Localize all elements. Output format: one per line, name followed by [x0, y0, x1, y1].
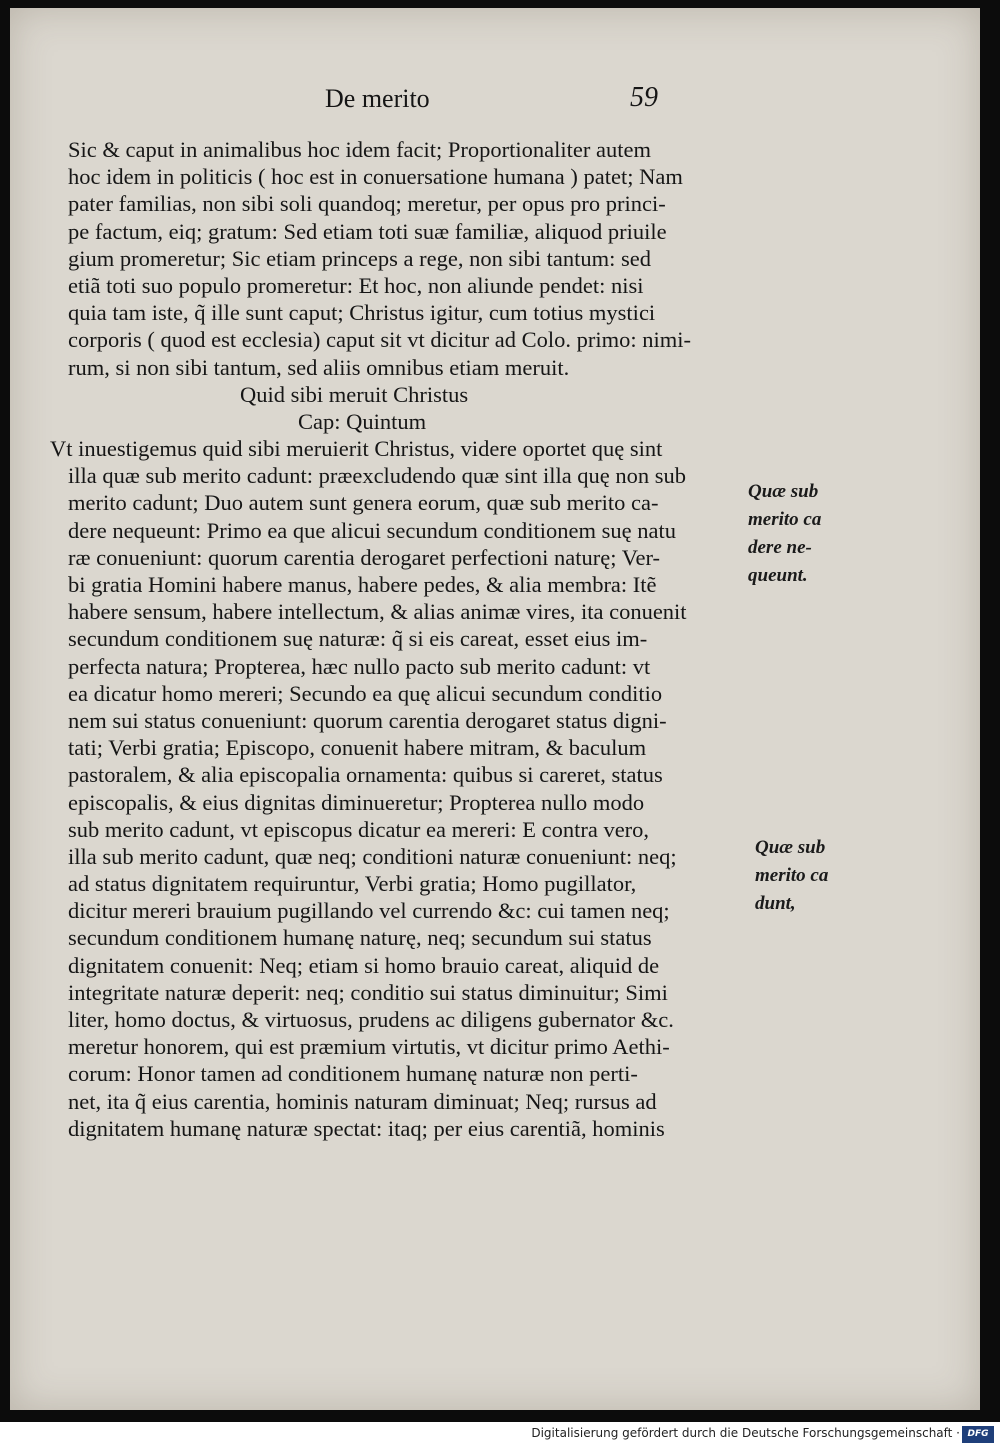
text-line: episcopalis, & eius dignitas diminueretur; Propterea nullo modo [68, 789, 645, 815]
marginal-note-line: queunt. [748, 565, 808, 586]
text-line: illa quæ sub merito cadunt: præexcludendo quæ sint illa quę non sub [68, 463, 687, 489]
text-line: dere nequeunt: Primo ea que alicui secundum conditionem suę natu [68, 517, 676, 543]
text-line: perfecta natura; Propterea, hæc nullo pacto sub merito cadunt: vt [68, 653, 651, 679]
running-title: De merito [325, 84, 430, 113]
funding-credit: Digitalisierung gefördert durch die Deutsche Forschungsgemeinschaft · [531, 1426, 960, 1440]
marginal-note-line: dunt, [755, 893, 796, 914]
text-line: secundum conditionem suę naturæ: q̃ si eis careat, esset eius im- [68, 626, 648, 652]
text-line: corum: Honor tamen ad conditionem humanę naturæ non perti- [68, 1061, 638, 1087]
text-line: rum, si non sibi tantum, sed aliis omnibus etiam meruit. [68, 354, 570, 380]
text-line: tati; Verbi gratia; Episcopo, conuenit habere mitram, & baculum [68, 735, 647, 761]
text-line: pater familias, non sibi soli quandoq; meretur, per opus pro princi- [68, 191, 666, 217]
text-line: sub merito cadunt, vt episcopus dicatur ea mereri: E contra vero, [68, 816, 650, 842]
text-line: dignitatem conuenit: Neq; etiam si homo brauio careat, aliquid de [68, 952, 660, 978]
marginal-note-line: dere ne- [748, 537, 812, 558]
page-number: 59 [630, 82, 658, 113]
text-line: bi gratia Homini habere manus, habere pedes, & alia membra: Itẽ [68, 572, 657, 597]
text-line: illa sub merito cadunt, quæ neq; conditioni naturæ conueniunt: neq; [68, 843, 677, 869]
main-text [50, 136, 775, 1142]
marginal-note-2 [755, 834, 845, 918]
text-line: corporis ( quod est ecclesia) caput sit vt dicitur ad Colo. primo: nimi- [68, 327, 691, 353]
marginal-note-1 [748, 478, 838, 590]
marginal-note-line: merito ca [755, 865, 829, 886]
text-line: ræ conueniunt: quorum carentia derogaret perfectioni naturę; Ver- [68, 544, 661, 570]
text-line: dicitur mereri brauium pugillando vel currendo &c: cui tamen neq; [68, 898, 670, 924]
marginal-note-line: Quæ sub [748, 481, 819, 502]
marginal-note-line: Quæ sub [755, 837, 826, 858]
book-page [10, 8, 980, 1410]
text-line: nem sui status conueniunt: quorum carentia derogaret status digni- [68, 707, 667, 733]
marginal-note-line: merito ca [748, 509, 822, 530]
chapter-heading: Quid sibi meruit Christus [240, 381, 469, 407]
text-line: net, ita q̃ eius carentia, hominis naturam diminuat; Neq; rursus ad [68, 1088, 657, 1114]
text-line: ea dicatur homo mereri; Secundo ea quę alicui secundum conditio [68, 680, 663, 706]
text-line: dignitatem humanę naturæ spectat: itaq; per eius carentiã, hominis [68, 1115, 665, 1141]
text-line: liter, homo doctus, & virtuosus, prudens ac diligens gubernator &c. [68, 1007, 674, 1032]
chapter-heading: Cap: Quintum [298, 408, 427, 434]
text-line: hoc idem in politicis ( hoc est in conuersatione humana ) patet; Nam [68, 164, 683, 190]
text-line: pe factum, eiq; gratum: Sed etiam toti suæ familiæ, aliquod priuile [68, 218, 667, 244]
dfg-logo: DFG [962, 1426, 994, 1443]
text-line: secundum conditionem humanę naturę, neq; secundum sui status [68, 925, 652, 951]
text-line: quia tam iste, q̃ ille sunt caput; Christus igitur, cum totius mystici [68, 300, 656, 326]
text-line: gium promeretur; Sic etiam princeps a rege, non sibi tantum: sed [68, 245, 651, 271]
text-line: Vt inuestigemus quid sibi meruierit Christus, videre oportet quę sint [50, 436, 663, 462]
text-line: ad status dignitatem requiruntur, Verbi gratia; Homo pugillator, [68, 871, 637, 897]
footer-bar [0, 1422, 1000, 1446]
text-line: pastoralem, & alia episcopalia ornamenta: quibus si careret, status [68, 762, 663, 788]
text-line: Sic & caput in animalibus hoc idem facit; Proportionaliter autem [68, 137, 651, 162]
text-line: merito cadunt; Duo autem sunt genera eorum, quæ sub merito ca- [68, 490, 659, 516]
text-line: habere sensum, habere intellectum, & alias animæ vires, ita conuenit [68, 599, 687, 625]
text-line: integritate naturæ deperit: neq; conditio sui status diminuitur; Simi [68, 979, 668, 1005]
running-header [10, 84, 980, 120]
text-line: meretur honorem, qui est præmium virtutis, vt dicitur primo Aethi- [68, 1034, 670, 1060]
text-line: etiã toti suo populo promeretur: Et hoc, non aliunde pendet: nisi [68, 272, 644, 298]
